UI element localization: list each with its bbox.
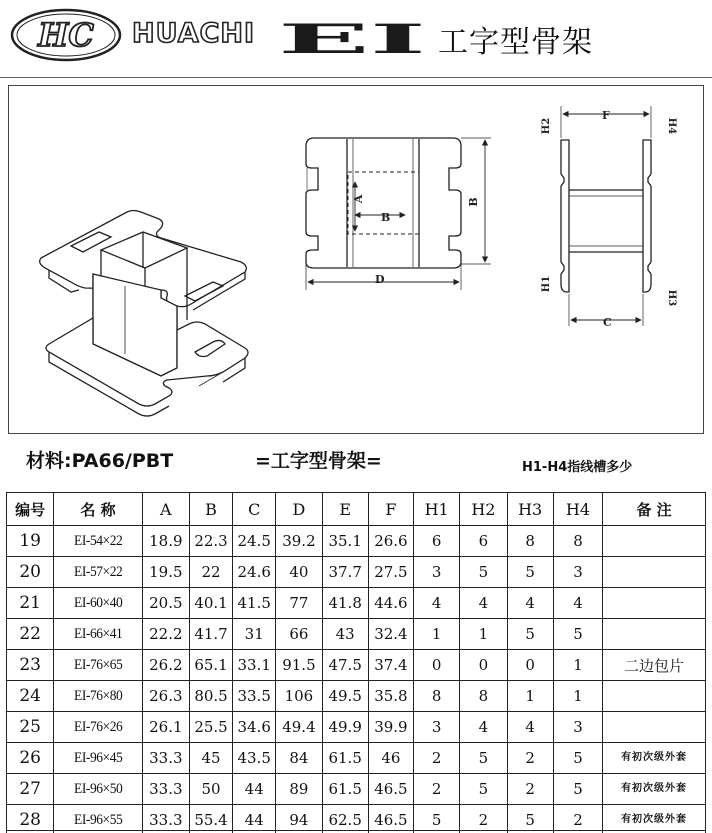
table-row	[7, 805, 706, 833]
dimension-cell: 2	[553, 805, 602, 833]
dimension-cell: 43	[322, 619, 368, 650]
dimension-cell: 25.5	[189, 712, 232, 743]
dimension-cell: 4	[553, 588, 602, 619]
dim-label-d: D	[375, 273, 385, 286]
dimension-cell: 34.6	[233, 712, 276, 743]
model-name: EI-54×22	[58, 526, 138, 557]
dimension-cell: 3	[553, 557, 602, 588]
table-row	[7, 588, 706, 619]
remark-cell	[603, 619, 706, 650]
dimension-cell: 39.9	[368, 712, 413, 743]
remark-cell: 二边包片	[603, 650, 706, 681]
dimension-cell: 61.5	[322, 743, 368, 774]
dimension-cell: 46	[368, 743, 413, 774]
dimension-cell: 22.2	[142, 619, 189, 650]
brand-name: HUACHI	[132, 18, 256, 49]
spec-table	[6, 492, 706, 833]
dimension-cell: 61.5	[322, 774, 368, 805]
dim-label-h2: H2	[541, 117, 552, 135]
dimension-cell: 1	[553, 681, 602, 712]
dimension-cell: 5	[507, 805, 553, 833]
column-header: H4	[553, 493, 602, 526]
dimension-cell: 33.3	[142, 805, 189, 833]
table-row	[7, 681, 706, 712]
huachi-logo	[10, 7, 122, 63]
dimension-cell: 41.5	[233, 588, 276, 619]
column-header: A	[142, 493, 189, 526]
row-number: 24	[7, 681, 54, 712]
dimension-cell: 50	[189, 774, 232, 805]
remark-cell	[603, 557, 706, 588]
table-row	[7, 619, 706, 650]
model-name: EI-96×50	[58, 774, 138, 805]
dimension-cell: 24.5	[233, 526, 276, 557]
caption-title: =工字型骨架=	[255, 450, 382, 472]
caption-row	[0, 437, 712, 481]
column-header: F	[368, 493, 413, 526]
product-code: EI	[278, 22, 426, 56]
dim-label-h4: H4	[666, 117, 677, 135]
dimension-cell: 22	[189, 557, 232, 588]
table-row	[7, 650, 706, 681]
dimension-cell: 84	[276, 743, 322, 774]
logo-text: HC	[38, 16, 94, 54]
dimension-cell: 0	[507, 650, 553, 681]
dimension-cell: 44.6	[368, 588, 413, 619]
row-number: 23	[7, 650, 54, 681]
table-row	[7, 743, 706, 774]
dimension-cell: 5	[460, 774, 507, 805]
dimension-cell: 65.1	[189, 650, 232, 681]
dimension-cell: 20.5	[142, 588, 189, 619]
technical-drawing	[8, 85, 704, 434]
column-header: B	[189, 493, 232, 526]
dimension-cell: 6	[414, 526, 460, 557]
dimension-cell: 4	[507, 588, 553, 619]
dim-label-b-side: B	[467, 197, 480, 207]
dimension-cell: 5	[460, 743, 507, 774]
dimension-cell: 94	[276, 805, 322, 833]
front-view-dimensions	[306, 138, 491, 290]
row-number: 21	[7, 588, 54, 619]
dimension-cell: 89	[276, 774, 322, 805]
dimension-cell: 66	[276, 619, 322, 650]
side-view-dimensions	[561, 106, 651, 326]
row-number: 25	[7, 712, 54, 743]
dimension-cell: 4	[414, 588, 460, 619]
bobbin-front-view	[306, 138, 461, 268]
dimension-cell: 43.5	[233, 743, 276, 774]
dimension-cell: 5	[507, 619, 553, 650]
dimension-cell: 33.3	[142, 774, 189, 805]
product-title: 工字型骨架	[438, 25, 593, 60]
dimension-cell: 77	[276, 588, 322, 619]
dimension-cell: 5	[553, 774, 602, 805]
dimension-cell: 2	[414, 774, 460, 805]
dimension-cell: 26.1	[142, 712, 189, 743]
bobbin-isometric-view	[40, 211, 248, 417]
dimension-cell: 1	[507, 681, 553, 712]
slot-note: H1-H4指线槽多少	[522, 460, 633, 475]
table-row	[7, 712, 706, 743]
model-name: EI-96×45	[58, 743, 138, 774]
dim-label-a: A	[352, 194, 365, 204]
dimension-cell: 3	[414, 712, 460, 743]
dimension-cell: 62.5	[322, 805, 368, 833]
model-name: EI-76×65	[58, 650, 138, 681]
column-header: 编号	[7, 493, 54, 526]
dimension-cell: 8	[507, 526, 553, 557]
row-number: 28	[7, 805, 54, 833]
dimension-cell: 24.6	[233, 557, 276, 588]
dimension-cell: 19.5	[142, 557, 189, 588]
column-header: H3	[507, 493, 553, 526]
dimension-cell: 37.7	[322, 557, 368, 588]
dimension-cell: 18.9	[142, 526, 189, 557]
dimension-cell: 41.7	[189, 619, 232, 650]
dimension-cell: 106	[276, 681, 322, 712]
dimension-cell: 2	[414, 743, 460, 774]
dimension-cell: 26.2	[142, 650, 189, 681]
dimension-cell: 91.5	[276, 650, 322, 681]
dimension-cell: 27.5	[368, 557, 413, 588]
dimension-cell: 4	[460, 712, 507, 743]
row-number: 19	[7, 526, 54, 557]
material-label: 材料:PA66/PBT	[26, 450, 174, 472]
dimension-cell: 46.5	[368, 774, 413, 805]
dimension-cell: 1	[460, 619, 507, 650]
remark-cell	[603, 588, 706, 619]
dimension-cell: 35.1	[322, 526, 368, 557]
dimension-cell: 2	[460, 805, 507, 833]
dimension-cell: 5	[553, 743, 602, 774]
dimension-cell: 45	[189, 743, 232, 774]
dimension-cell: 5	[460, 557, 507, 588]
dimension-cell: 0	[460, 650, 507, 681]
dimension-cell: 3	[553, 712, 602, 743]
dim-label-h1: H1	[541, 275, 552, 293]
model-name: EI-66×41	[58, 619, 138, 650]
dimension-cell: 0	[414, 650, 460, 681]
dimension-cell: 2	[507, 774, 553, 805]
dimension-cell: 49.4	[276, 712, 322, 743]
dimension-cell: 5	[553, 619, 602, 650]
dimension-cell: 6	[460, 526, 507, 557]
model-name: EI-76×26	[58, 712, 138, 743]
dim-label-f: F	[602, 109, 610, 122]
dimension-cell: 35.8	[368, 681, 413, 712]
column-header: C	[233, 493, 276, 526]
dim-label-h3: H3	[666, 289, 677, 307]
remark-cell	[603, 681, 706, 712]
dimension-cell: 31	[233, 619, 276, 650]
dim-label-b: B	[381, 211, 391, 224]
dimension-cell: 22.3	[189, 526, 232, 557]
dimension-cell: 39.2	[276, 526, 322, 557]
dimension-cell: 1	[553, 650, 602, 681]
dimension-cell: 4	[507, 712, 553, 743]
row-number: 22	[7, 619, 54, 650]
dimension-cell: 26.3	[142, 681, 189, 712]
column-header: D	[276, 493, 322, 526]
dimension-cell: 49.5	[322, 681, 368, 712]
table-row	[7, 526, 706, 557]
dimension-cell: 37.4	[368, 650, 413, 681]
dimension-cell: 46.5	[368, 805, 413, 833]
dimension-cell: 5	[414, 805, 460, 833]
dimension-cell: 8	[553, 526, 602, 557]
drawing-canvas	[9, 86, 705, 435]
dimension-cell: 41.8	[322, 588, 368, 619]
dimension-cell: 8	[460, 681, 507, 712]
dimension-cell: 44	[233, 774, 276, 805]
dimension-cell: 80.5	[189, 681, 232, 712]
dimension-cell: 49.9	[322, 712, 368, 743]
ei-product-mark	[276, 22, 428, 56]
dimension-cell: 40	[276, 557, 322, 588]
column-header: 备 注	[603, 493, 706, 526]
row-number: 27	[7, 774, 54, 805]
column-header: H2	[460, 493, 507, 526]
model-name: EI-60×40	[58, 588, 138, 619]
dimension-cell: 3	[414, 557, 460, 588]
remark-cell	[603, 526, 706, 557]
column-header: 名 称	[54, 493, 142, 526]
table-row	[7, 557, 706, 588]
dimension-cell: 4	[460, 588, 507, 619]
column-header: H1	[414, 493, 460, 526]
row-number: 26	[7, 743, 54, 774]
table-header-row	[7, 493, 706, 526]
table-row	[7, 774, 706, 805]
dimension-cell: 55.4	[189, 805, 232, 833]
model-name: EI-96×55	[58, 805, 138, 833]
dimension-cell: 8	[414, 681, 460, 712]
remark-cell: 有初次级外套	[603, 743, 706, 774]
remark-cell: 有初次级外套	[603, 774, 706, 805]
column-header: E	[322, 493, 368, 526]
dimension-cell: 40.1	[189, 588, 232, 619]
model-name: EI-76×80	[58, 681, 138, 712]
dimension-cell: 5	[507, 557, 553, 588]
dim-label-c: C	[603, 316, 612, 329]
remark-cell	[603, 712, 706, 743]
bobbin-side-view	[561, 140, 651, 292]
dimension-cell: 32.4	[368, 619, 413, 650]
dimension-cell: 33.3	[142, 743, 189, 774]
page-header	[0, 0, 712, 78]
dimension-cell: 33.5	[233, 681, 276, 712]
dimension-cell: 2	[507, 743, 553, 774]
dimension-cell: 26.6	[368, 526, 413, 557]
dimension-cell: 1	[414, 619, 460, 650]
dimension-cell: 47.5	[322, 650, 368, 681]
row-number: 20	[7, 557, 54, 588]
dimension-cell: 44	[233, 805, 276, 833]
remark-cell: 有初次级外套	[603, 805, 706, 833]
dimension-cell: 33.1	[233, 650, 276, 681]
model-name: EI-57×22	[58, 557, 138, 588]
